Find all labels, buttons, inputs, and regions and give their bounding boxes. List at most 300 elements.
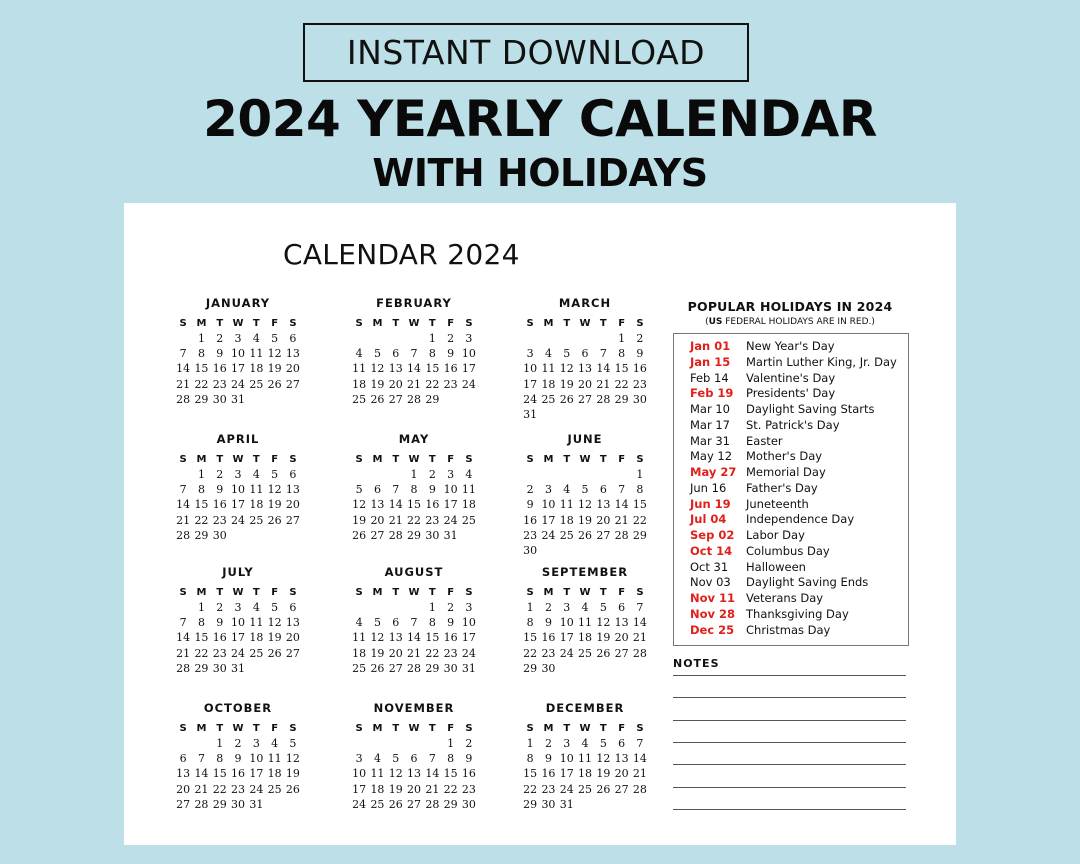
month-grid — [350, 316, 478, 407]
day-cell: 25 — [559, 528, 574, 542]
day-cell: 28 — [632, 646, 647, 660]
day-cell: 4 — [544, 347, 552, 361]
day-blank — [405, 600, 423, 615]
day-cell: 27 — [285, 646, 300, 660]
day-cell: 9 — [216, 347, 224, 361]
day-cell: 30 — [231, 797, 246, 811]
day-cell: 4 — [355, 347, 363, 361]
holiday-row — [690, 623, 908, 639]
day-cell: 14 — [632, 616, 647, 630]
day-cell: 11 — [267, 752, 282, 766]
day-cell: 10 — [231, 483, 246, 497]
day-cell: 26 — [267, 377, 282, 391]
day-cell: 15 — [443, 767, 458, 781]
weekday-header: S — [179, 587, 187, 598]
day-cell: 25 — [541, 392, 556, 406]
day-cell: 3 — [465, 332, 473, 345]
day-cell: 10 — [461, 347, 476, 361]
day-cell: 13 — [614, 752, 629, 766]
day-cell: 7 — [636, 737, 644, 750]
weekday-header: T — [392, 587, 400, 598]
holiday-name: Columbus Day — [746, 543, 830, 558]
day-cell: 27 — [614, 782, 629, 796]
weekday-header: T — [428, 318, 436, 329]
holiday-date: Feb 14 — [690, 370, 729, 385]
day-cell: 9 — [465, 752, 473, 766]
day-cell: 14 — [194, 767, 209, 781]
holiday-row — [690, 497, 908, 513]
day-cell: 19 — [559, 377, 574, 391]
day-cell: 18 — [541, 377, 556, 391]
day-cell: 9 — [234, 752, 242, 766]
holiday-date: Nov 28 — [690, 606, 736, 621]
day-blank — [594, 467, 612, 482]
holiday-row — [690, 560, 908, 576]
holiday-row — [690, 449, 908, 465]
day-cell: 19 — [352, 513, 367, 527]
weekday-header: W — [408, 318, 420, 329]
day-cell: 12 — [578, 498, 593, 512]
note-line — [673, 720, 906, 721]
day-cell: 11 — [578, 752, 593, 766]
day-blank — [350, 331, 368, 346]
day-cell: 23 — [523, 528, 538, 542]
weekday-header: M — [196, 587, 207, 598]
day-blank — [387, 331, 405, 346]
day-cell: 30 — [523, 543, 538, 557]
day-cell: 1 — [447, 737, 455, 750]
weekday-header: S — [179, 454, 187, 465]
day-cell: 23 — [443, 377, 458, 391]
day-cell: 19 — [267, 498, 282, 512]
day-cell: 28 — [632, 782, 647, 796]
day-cell: 8 — [410, 483, 418, 497]
day-cell: 22 — [632, 513, 647, 527]
day-blank — [387, 467, 405, 482]
day-blank — [594, 331, 612, 346]
day-cell: 12 — [388, 767, 403, 781]
day-cell: 7 — [599, 347, 607, 361]
month-january — [174, 296, 302, 407]
day-cell: 29 — [632, 528, 647, 542]
day-cell: 27 — [596, 528, 611, 542]
day-cell: 14 — [632, 752, 647, 766]
day-blank — [174, 600, 192, 615]
weekday-header: S — [179, 318, 187, 329]
day-cell: 10 — [461, 616, 476, 630]
day-cell: 5 — [373, 616, 381, 630]
weekday-header: T — [216, 723, 224, 734]
month-name: OCTOBER — [203, 701, 273, 715]
month-name: JULY — [222, 565, 254, 579]
weekday-header: T — [252, 318, 260, 329]
day-cell: 18 — [578, 767, 593, 781]
day-cell: 20 — [388, 377, 403, 391]
day-cell: 8 — [428, 616, 436, 630]
day-blank — [612, 467, 630, 482]
instant-download-banner: INSTANT DOWNLOAD — [303, 23, 749, 82]
day-cell: 9 — [216, 616, 224, 630]
day-cell: 27 — [370, 528, 385, 542]
weekday-header: W — [579, 587, 591, 598]
holiday-date: Dec 25 — [690, 622, 735, 637]
holiday-date: Jan 15 — [690, 354, 731, 369]
weekday-header: T — [252, 723, 260, 734]
weekday-header: F — [618, 454, 626, 465]
weekday-header: M — [196, 723, 207, 734]
day-cell: 30 — [541, 797, 556, 811]
day-cell: 4 — [373, 752, 381, 766]
day-cell: 15 — [425, 362, 440, 376]
day-cell: 13 — [578, 362, 593, 376]
day-cell: 30 — [212, 661, 227, 675]
month-name: NOVEMBER — [373, 701, 455, 715]
day-cell: 15 — [425, 631, 440, 645]
day-cell: 21 — [194, 782, 209, 796]
holiday-name: Mother's Day — [746, 449, 823, 464]
day-cell: 19 — [370, 377, 385, 391]
weekday-header: T — [252, 454, 260, 465]
day-blank — [368, 736, 386, 751]
weekday-header: T — [563, 318, 571, 329]
day-cell: 30 — [443, 661, 458, 675]
day-cell: 2 — [216, 332, 224, 345]
weekday-header: S — [465, 318, 473, 329]
day-cell: 4 — [465, 468, 473, 481]
day-cell: 28 — [176, 661, 191, 675]
month-november — [350, 701, 478, 812]
day-blank — [350, 736, 368, 751]
day-cell: 10 — [231, 616, 246, 630]
day-blank — [387, 600, 405, 615]
day-cell: 23 — [212, 646, 227, 660]
day-cell: 26 — [596, 646, 611, 660]
day-cell: 13 — [388, 631, 403, 645]
day-cell: 17 — [461, 631, 476, 645]
day-cell: 20 — [596, 513, 611, 527]
day-cell: 8 — [197, 616, 205, 630]
day-cell: 5 — [271, 468, 279, 481]
day-cell: 7 — [636, 601, 644, 614]
holiday-name: Thanksgiving Day — [746, 606, 849, 621]
month-july — [174, 565, 302, 676]
weekday-header: T — [599, 318, 607, 329]
month-grid — [350, 452, 478, 543]
day-cell: 11 — [541, 362, 556, 376]
notes-label: NOTES — [673, 657, 720, 670]
day-cell: 27 — [388, 661, 403, 675]
day-cell: 21 — [614, 513, 629, 527]
day-cell: 19 — [285, 767, 300, 781]
holiday-name: Veterans Day — [746, 591, 824, 605]
holiday-date: Mar 17 — [690, 417, 730, 432]
month-name: JUNE — [567, 432, 603, 446]
day-cell: 18 — [352, 646, 367, 660]
day-cell: 2 — [465, 737, 473, 750]
day-cell: 20 — [614, 631, 629, 645]
weekday-header: F — [271, 587, 279, 598]
day-cell: 29 — [407, 528, 422, 542]
weekday-header: W — [232, 587, 244, 598]
day-cell: 1 — [197, 601, 205, 614]
day-cell: 23 — [461, 782, 476, 796]
day-cell: 12 — [596, 752, 611, 766]
day-cell: 19 — [596, 631, 611, 645]
day-cell: 8 — [636, 483, 644, 497]
month-name: SEPTEMBER — [541, 565, 629, 579]
day-cell: 29 — [443, 797, 458, 811]
day-cell: 15 — [194, 362, 209, 376]
day-cell: 12 — [596, 616, 611, 630]
month-grid — [521, 585, 649, 676]
day-cell: 12 — [285, 752, 300, 766]
day-cell: 28 — [425, 797, 440, 811]
day-cell: 23 — [632, 377, 647, 391]
day-cell: 4 — [581, 737, 589, 750]
day-cell: 5 — [271, 332, 279, 345]
day-cell: 11 — [249, 483, 264, 497]
day-cell: 5 — [599, 737, 607, 750]
day-cell: 8 — [526, 752, 534, 766]
day-cell: 2 — [234, 737, 242, 750]
day-blank — [192, 736, 210, 751]
weekday-header: S — [465, 723, 473, 734]
holiday-name: Halloween — [746, 559, 806, 574]
day-cell: 10 — [559, 616, 574, 630]
day-cell: 29 — [194, 392, 209, 406]
weekday-header: M — [372, 454, 383, 465]
holiday-date: Jan 01 — [690, 339, 731, 353]
day-cell: 7 — [410, 616, 418, 630]
day-blank — [405, 736, 423, 751]
weekday-header: W — [232, 454, 244, 465]
day-cell: 10 — [443, 483, 458, 497]
day-cell: 26 — [578, 528, 593, 542]
day-cell: 19 — [578, 513, 593, 527]
holiday-name: Daylight Saving Starts — [746, 402, 875, 416]
day-cell: 17 — [231, 631, 246, 645]
holidays-title: POPULAR HOLIDAYS IN 2024 — [687, 299, 893, 314]
day-cell: 24 — [559, 646, 574, 660]
day-cell: 9 — [526, 498, 534, 512]
holiday-date: Oct 31 — [690, 559, 729, 574]
day-cell: 20 — [285, 362, 300, 376]
day-cell: 5 — [271, 601, 279, 614]
day-cell: 24 — [541, 528, 556, 542]
day-cell: 7 — [410, 347, 418, 361]
day-cell: 14 — [425, 767, 440, 781]
day-blank — [521, 467, 539, 482]
holiday-name: Juneteenth — [746, 496, 809, 511]
day-cell: 18 — [370, 782, 385, 796]
day-cell: 15 — [632, 498, 647, 512]
day-cell: 4 — [252, 332, 260, 345]
weekday-header: T — [428, 587, 436, 598]
day-cell: 24 — [443, 513, 458, 527]
day-cell: 11 — [461, 483, 476, 497]
day-cell: 2 — [544, 737, 552, 750]
weekday-header: S — [636, 587, 644, 598]
day-cell: 5 — [355, 483, 363, 497]
day-cell: 16 — [541, 631, 556, 645]
day-cell: 30 — [541, 661, 556, 675]
day-cell: 26 — [267, 646, 282, 660]
day-cell: 1 — [216, 737, 224, 750]
month-grid — [521, 452, 649, 558]
day-cell: 12 — [370, 631, 385, 645]
day-cell: 7 — [179, 616, 187, 630]
day-cell: 8 — [526, 616, 534, 630]
day-cell: 3 — [447, 468, 455, 481]
day-cell: 12 — [352, 498, 367, 512]
day-cell: 23 — [212, 513, 227, 527]
weekday-header: M — [543, 454, 554, 465]
day-cell: 13 — [285, 347, 300, 361]
day-cell: 14 — [407, 362, 422, 376]
day-cell: 6 — [289, 601, 297, 614]
day-cell: 13 — [176, 767, 191, 781]
day-cell: 11 — [249, 347, 264, 361]
weekday-header: W — [579, 318, 591, 329]
day-cell: 22 — [425, 646, 440, 660]
day-blank — [174, 736, 192, 751]
holiday-name: New Year's Day — [746, 339, 835, 353]
weekday-header: T — [216, 454, 224, 465]
holiday-name: Presidents' Day — [746, 386, 836, 401]
weekday-header: M — [196, 318, 207, 329]
holiday-date: Jun 19 — [690, 496, 731, 511]
day-cell: 20 — [285, 498, 300, 512]
day-cell: 26 — [596, 782, 611, 796]
day-cell: 18 — [559, 513, 574, 527]
month-august — [350, 565, 478, 676]
day-cell: 29 — [194, 661, 209, 675]
day-cell: 25 — [267, 782, 282, 796]
day-cell: 3 — [234, 332, 242, 345]
holiday-row — [690, 434, 908, 450]
day-cell: 30 — [461, 797, 476, 811]
weekday-header: T — [599, 587, 607, 598]
weekday-header: T — [428, 454, 436, 465]
day-cell: 10 — [249, 752, 264, 766]
day-cell: 27 — [285, 377, 300, 391]
day-cell: 4 — [252, 601, 260, 614]
holiday-name: Memorial Day — [746, 465, 826, 479]
day-cell: 16 — [541, 767, 556, 781]
month-grid — [350, 721, 478, 812]
month-february — [350, 296, 478, 407]
note-line — [673, 697, 906, 698]
day-blank — [558, 467, 576, 482]
holiday-row — [690, 544, 908, 560]
holiday-name: Valentine's Day — [746, 370, 836, 385]
day-cell: 25 — [461, 513, 476, 527]
day-cell: 27 — [614, 646, 629, 660]
holiday-name: Independence Day — [746, 512, 855, 527]
day-cell: 11 — [370, 767, 385, 781]
day-cell: 17 — [559, 631, 574, 645]
month-grid — [174, 585, 302, 676]
holiday-date: Oct 14 — [690, 543, 733, 558]
day-cell: 16 — [212, 498, 227, 512]
day-cell: 21 — [388, 513, 403, 527]
day-cell: 25 — [352, 661, 367, 675]
day-cell: 15 — [523, 767, 538, 781]
day-cell: 2 — [544, 601, 552, 614]
day-cell: 19 — [370, 646, 385, 660]
day-cell: 30 — [212, 392, 227, 406]
month-may — [350, 432, 478, 543]
day-blank — [521, 331, 539, 346]
day-cell: 22 — [425, 377, 440, 391]
day-cell: 22 — [523, 646, 538, 660]
day-cell: 22 — [443, 782, 458, 796]
holiday-date: Mar 31 — [690, 433, 730, 448]
day-cell: 28 — [194, 797, 209, 811]
month-name: FEBRUARY — [376, 296, 452, 310]
month-october — [174, 701, 302, 812]
day-cell: 23 — [541, 646, 556, 660]
day-cell: 8 — [447, 752, 455, 766]
day-cell: 22 — [194, 513, 209, 527]
day-cell: 3 — [465, 601, 473, 614]
day-blank — [539, 467, 557, 482]
day-cell: 1 — [410, 468, 418, 481]
holiday-name: Martin Luther King, Jr. Day — [746, 354, 897, 369]
weekday-header: S — [355, 723, 363, 734]
day-cell: 3 — [563, 737, 571, 750]
day-cell: 24 — [249, 782, 264, 796]
day-cell: 29 — [523, 797, 538, 811]
day-cell: 3 — [526, 347, 534, 361]
holiday-row — [690, 371, 908, 387]
weekday-header: S — [526, 723, 534, 734]
day-cell: 24 — [559, 782, 574, 796]
day-cell: 30 — [632, 392, 647, 406]
day-cell: 24 — [231, 377, 246, 391]
holiday-date: Mar 10 — [690, 402, 730, 416]
day-cell: 10 — [559, 752, 574, 766]
day-cell: 31 — [523, 407, 538, 421]
day-cell: 12 — [267, 483, 282, 497]
holiday-row — [690, 575, 908, 591]
day-cell: 5 — [563, 347, 571, 361]
headline-subtitle: WITH HOLIDAYS — [372, 151, 708, 195]
day-cell: 6 — [618, 601, 626, 614]
weekday-header: W — [232, 723, 244, 734]
weekday-header: T — [563, 587, 571, 598]
holiday-date: Jun 16 — [690, 480, 727, 495]
day-cell: 28 — [176, 528, 191, 542]
day-cell: 8 — [618, 347, 626, 361]
month-grid — [521, 721, 649, 812]
weekday-header: S — [526, 587, 534, 598]
weekday-header: S — [526, 454, 534, 465]
day-cell: 5 — [373, 347, 381, 361]
day-blank — [368, 600, 386, 615]
day-cell: 26 — [267, 513, 282, 527]
day-cell: 9 — [544, 616, 552, 630]
note-line — [673, 787, 906, 788]
day-cell: 5 — [392, 752, 400, 766]
day-cell: 5 — [599, 601, 607, 614]
weekday-header: M — [543, 318, 554, 329]
weekday-header: S — [355, 318, 363, 329]
day-cell: 22 — [194, 377, 209, 391]
day-cell: 7 — [179, 347, 187, 361]
day-cell: 14 — [388, 498, 403, 512]
day-cell: 25 — [249, 513, 264, 527]
